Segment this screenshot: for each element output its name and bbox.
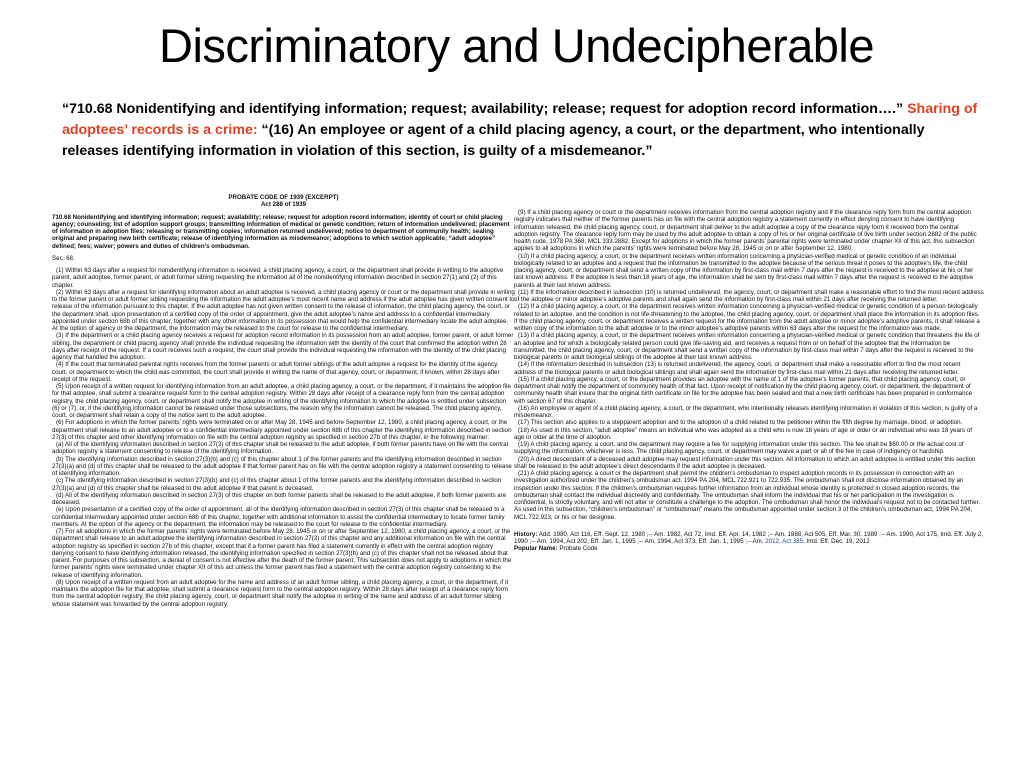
right-paragraphs [514, 209, 984, 521]
statute-paragraph: (17) This section also applies to a stepparent adoption and to the adoption of a child related to the petitioner within the fifth degree by marriage, blood, or adoption. [518, 419, 963, 427]
section-heading: 710.68 Nonidentifying and identifying information; request; availability; release; request for adoption record information; identity of court or child placing agency; counseling; list of adoption support groups; transmitting information of medical or genetic condition; return of information undelivered; placement of information in adoption files; releasing or transmitting copies; information returned undelivered; notice to department of community health; sealing original and preparing new birth certificate; release of identifying information as misdemeanor; adoptions to which section applicable; “adult adoptee” defined; fees; waiver; powers and duties of children’s ombudsman. [52, 213, 510, 250]
quote-highlight: Sharing of adoptees’ records is a crime: [62, 101, 978, 138]
statute-paragraph: (10) If a child placing agency, a court, or the department receives written information concerning a physician-verified medical or genetic condition of an individual biologically related to an adoptee and a request that the information be transmitted to the adoptee because of the serious threat it poses to the adoptee’s life, the child placing agency, court, or department shall send a written copy of the information by first-class mail within 7 days after the request is received to the adoptee at his or her last known address. If the adoptee is less than 18 years of age, the information shall be sent by first-class mail within 7 days after the request is received to the adoptive parents at their last known address. [514, 252, 974, 289]
document-header: PROBATE CODE OF 1939 (EXCERPT) [228, 194, 339, 201]
history-note: History: Add. 1980, Act 116, Eff. Sept. 12, 1980 ;-- Am. 1982, Act 72, Imd. Eff. Apr. 14, 1982 ;-- Am. 1988, Act 505, Eff. Mar. 30, 1989 ;-- Am. 1990, Act 175, Imd. Eff. July 2, 1990 ;-- Am. 1994, Act 202, Eff. Jan. 1, 1995 ;-- Am. 1994, Act 373, Eff. Jan. 1, 1995 ;-- Am. 2012, Act 385, Imd. Eff. Dec. 19, 2012 [514, 530, 983, 545]
statute-paragraph: (8) Upon receipt of a written request from an adult adoptee for the name and address of an adult former sibling, a child placing agency, a court, or the department, if it maintains the adoption file for that adoptee, shall submit a clearance request form to the central adoption registry. Within 28 days after receipt of a clearance reply form from the central adoption registry, the child placing agency, court, or department shall notify the adoptee in writing of the name and address of an adult former sibling whose statement was forwarded by the central adoption registry. [52, 578, 509, 608]
statute-paragraph: (20) A direct descendant of a deceased adult adoptee may request information under this section. All information to which an adult adoptee is entitled under this section shall be released to the adult adoptee’s direct descendants if the adult adoptee is deceased. [514, 455, 976, 470]
statute-paragraph: (1) Within 63 days after a request for nonidentifying information is received, a child placing agency, a court, or the department shall provide in writing to the adoptive parent, adult adoptee, former parent, or adult former sibling requesting the information all of the nonidentifying information described in section 27(1) and (2) of this chapter. [52, 267, 504, 289]
statute-paragraph: (15) If a child placing agency, a court, or the department provides an adoptee with the name of 1 of the adoptee’s former parents, that child placing agency, court, or department shall notify the department of community health of that fact. Upon receipt of notification by the child placing agency, court, or department, the department of community health shall insure that the original birth certificate on file for the adoptee has been sealed and that a new birth certificate has been prepared in conformance with section 67 of this chapter. [514, 375, 973, 405]
history-link-year[interactable]: 2012 [765, 538, 779, 545]
statute-paragraph: (a) All of the identifying information described in section 27(3) of this chapter shall be released to the adult adoptee, if both former parents have on file with the central adoption registry a statement consenting to release of the identifying information. [52, 441, 508, 456]
statute-paragraph: (6) For adoptions in which the former parents’ rights were terminated on or after May 28, 1945 and before September 12, 1980, a child placing agency, a court, or the department shall release to an adult adoptee or to a confidential intermediary appointed under section 68b of this chapter the identifying information described in section 27(3) of this chapter and other identifying information on file with the central adoption registry as specified in section 27b of this chapter, in the following manner: [52, 419, 512, 441]
left-paragraphs [52, 267, 515, 608]
document-right-column [514, 209, 984, 749]
quote-part2: “(16) An employee or agent of a child placing agency, a court, or the department, who intentionally releases identifying information in violation of this section, is guilty of a misdemeanor.” [62, 122, 925, 159]
statute-paragraph: (e) Upon presentation of a certified copy of the order of appointment, all of the identifying information described in section 27(3) of this chapter shall be released to a confidential intermediary appointed under section 68b of this chapter, together with additional information to assist the confidential intermediary to locate former family members. At the option of the agency or the department, the information may be released to the court for release to the confidential intermediary. [52, 506, 505, 528]
statute-paragraph: (11) If the information described in subsection (10) is returned undelivered, the agency, court, or department shall make a reasonable effort to find the most recent address of the adoptee or minor adoptee’s adoptive parents and shall again send the information by first-class mail within 21 days after receiving the returned letter. [514, 288, 984, 303]
popular-name-label: Popular Name: [514, 545, 558, 553]
history-link-act[interactable]: Act 385 [782, 538, 804, 545]
statute-paragraph: (7) For all adoptions in which the former parents’ rights were terminated before May 28, 1945 or on or after September 12, 1980, a child placing agency, a court, or the department shall release to an adult adoptee the identifying information described in section 27(3) of this chapter and any additional information on file with the central adoption registry as specified in section 27b of this chapter, except that if a former parent has filed a statement currently in effect with the central adoption registry denying consent to have identifying information released, the identifying information specified in section 27(3)(b) and (c) of this chapter shall not be released about that parent. For purposes of this subsection, a denial of consent is not effective after the death of the former parent. This subsection does not apply to adoptions in which the former parents’ rights were terminated under chapter XII of this act unless the former parent has filed a statement with the central adoption registry consenting to the release of identifying information. [52, 528, 512, 579]
statute-paragraph: (9) If a child placing agency or court or the department receives information from the central adoption registry and if the clearance reply form from the central adoption registry indicates that neither of the former parents has on file with the central adoption registry a statement currently in effect denying consent to have identifying information released, the child placing agency, court, or department shall deliver to the adult adoptee a copy of the clearance reply form it received from the central adoption registry. The clearance reply form may be used by the adult adoptee to obtain a copy of his or her original certificate of live birth under section 2882 of the public health code, 1978 PA 368, MCL 333.2882. Except for adoptions in which the former parents’ parental rights were terminated under chapter XII of this act, this subsection applies to all adoptions in which the parents’ rights were terminated before May 28, 1945 or on or after September 12, 1980. [514, 209, 977, 253]
statute-paragraph: (5) Upon receipt of a written request for identifying information from an adult adoptee, a child placing agency, a court, or the department, if it maintains the adoption file for that adoptee, shall submit a clearance request form to the central adoption registry. Within 28 days after receipt of a clearance reply form from the central adoption registry, the child placing agency, court, or department shall notify the adoptee in writing of the identifying information to which the adoptee is entitled under subsection (6) or (7), or, if the identifying information cannot be released under those subsections, the reason why the information cannot be released. The child placing agency, court, or department shall retain a copy of the notice sent to the adult adoptee. [52, 383, 511, 419]
section-number: Sec. 68. [52, 254, 75, 262]
document-left-column [52, 194, 515, 746]
statute-paragraph: (3) If the department or a child placing agency receives a request for adoption record information in its possession from an adult adoptee, former parent, or adult former sibling, the department or child placing agency shall provide the individual requesting the information with the identity of the court that confirmed the adoption within 28 days after receipt of the request. If a court receives such a request, the court shall provide the individual requesting the information with the identity of the child placing agency that handled the adoption. [52, 332, 514, 361]
popular-name [514, 545, 984, 552]
history-label: History: [514, 530, 538, 538]
history-text: Add. 1980, Act 116, Eff. Sept. 12, 1980 ;-- Am. 1982, Act 72, Imd. Eff. Apr. 14, 1982 ;-- Am. 1988, Act 505, Eff. Mar. 30, 1989 ;-- Am. 1990, Act 175, Imd. Eff. July 2, 1990 ;-- Am. 1994, Act 202, Eff. Jan. 1, 1995 ;-- Am. 1994, Act 373, Eff. Jan. 1, 1995 ;-- Am. [514, 530, 983, 545]
popular-name-text: Probate Code [559, 545, 598, 553]
statute-paragraph: (4) If the court that terminated parental rights receives from the former parents or adult former siblings of the adult adoptee a request for the identity of the agency, court, or department to which the child was committed, the court shall provide in writing the name of that agency, court, or department, if known, within 28 days after receipt of the request. [52, 361, 500, 383]
statute-paragraph: (2) Within 63 days after a request for identifying information about an adult adoptee is received, a child placing agency or court or the department shall provide in writing to the former parent or adult former sibling requesting the information the adult adoptee’s most recent name and address if the adult adoptee has given written consent to release of the information pursuant to this chapter. If the adult adoptee has not given written consent to the release of information, the child placing agency, the court, or the department shall, upon presentation of a certified copy of the order of appointment, give the adult adoptee’s name and address to a confidential intermediary appointed under section 68b of this chapter, together with any other information in its possession that would help the confidential intermediary locate the adult adoptee. At the option of agency or the department, the information may be released to the court for release to the confidential intermediary. [52, 288, 515, 332]
statute-paragraph: (18) As used in this section, “adult adoptee” means an individual who was adopted as a child who is now 18 years of age or older or an individual who was 18 years of age or older at the time of adoption. [514, 426, 973, 441]
statute-paragraph: (12) If a child placing agency, a court, or the department receives written information concerning a physician-verified medical or genetic condition of a person biologically related to an adoptee, and the condition is not life-threatening to the adoptee, the child placing agency, court, or department shall place the information in its adoption files. If the child placing agency, court, or department receives a written request for the information from the adult adoptee or minor adoptee’s adoptive parents, it shall release a written copy of the information to the adult adoptee or to the minor adoptee’s adoptive parents within 63 days after the request for the information was made. [514, 303, 980, 332]
statute-paragraph: (13) If a child placing agency, a court, or the department receives written information concerning a physician-verified medical or genetic condition that threatens the life of an adoptee and for which a biologically related person could give life-saving aid, and receives a request from or on behalf of the adoptee that the information be transmitted, the child placing agency, court, or department shall send a written copy of the information by first-class mail within 7 days after the request is received to the biological parents or adult biological siblings of the adoptee at their last known address. [514, 332, 980, 361]
slide-title: Discriminatory and Undecipherable [159, 19, 874, 72]
statute-paragraph: (21) A child placing agency, a court or the department shall permit the children’s ombudsman to inspect adoption records in its possession in connection with an investigation authorized under the children’s ombudsman act, 1994 PA 204, MCL 722.921 to 722.935. The ombudsman shall not disclose information obtained by an inspection under this section. If the children’s ombudsman requires further information from an individual whose identity is protected in closed adoption records, the ombudsman shall contact the individual discreetly and confidentially. The ombudsman shall inform the individual that his or her participation in the investigation is confidential, is strictly voluntary, and will not alter or constitute a challenge to the adoption. The ombudsman shall honor the individual’s request not to be contacted further. As used in this subsection, “children’s ombudsman” or “ombudsman” means the ombudsman appointed under section 3 of the children’s ombudsman act, 1994 PA 204, MCL 722.923, or his or her designee. [514, 470, 981, 521]
statute-paragraph: (16) An employee or agent of a child placing agency, a court, or the department, who intentionally releases identifying information in violation of this section, is guilty of a misdemeanor. [514, 404, 978, 419]
statute-paragraph: (c) The identifying information described in section 27(3)(b) and (c) of this chapter about 1 of the former parents and the identifying information described in section 27(3)(a) and (d) of this chapter shall be released to the adult adoptee if that parent is deceased. [52, 477, 502, 492]
statute-paragraph: (19) A child placing agency, a court, and the department may require a fee for supplying information under this section. The fee shall be $60.00 or the actual cost of supplying the information, whichever is less. The child placing agency, court, or department may waive a part or all of the fee in case of indigency or hardship. [514, 441, 964, 456]
statute-paragraph: (b) The identifying information described in section 27(3)(b) and (c) of this chapter about 1 of the former parents and the identifying information described in section 27(3)(a) and (d) of this chapter shall be released to the adult adoptee if that former parent has on file with the central adoption registry a statement consenting to release of identifying information. [52, 455, 512, 477]
document-subheader: Act 288 of 1939 [260, 201, 307, 209]
intro-quote [62, 99, 982, 162]
quote-part1: “710.68 Nonidentifying and identifying information; request; availability; release; request for adoption record information….” [62, 101, 904, 117]
statute-paragraph: (d) All of the identifying information described in section 27(3) of this chapter on both former parents shall be released to the adult adoptee, if both former parents are deceased. [52, 491, 507, 506]
history-tail: , Imd. Eff. Dec. 19, 2012 [803, 538, 870, 545]
statute-paragraph: (14) If the information described in subsection (13) is returned undelivered, the agency, court, or department shall make a reasonable effort to find the most recent address of the biological parents or adult biological siblings and shall again send the information by first-class mail within 21 days after receiving the returned letter. [514, 361, 961, 376]
